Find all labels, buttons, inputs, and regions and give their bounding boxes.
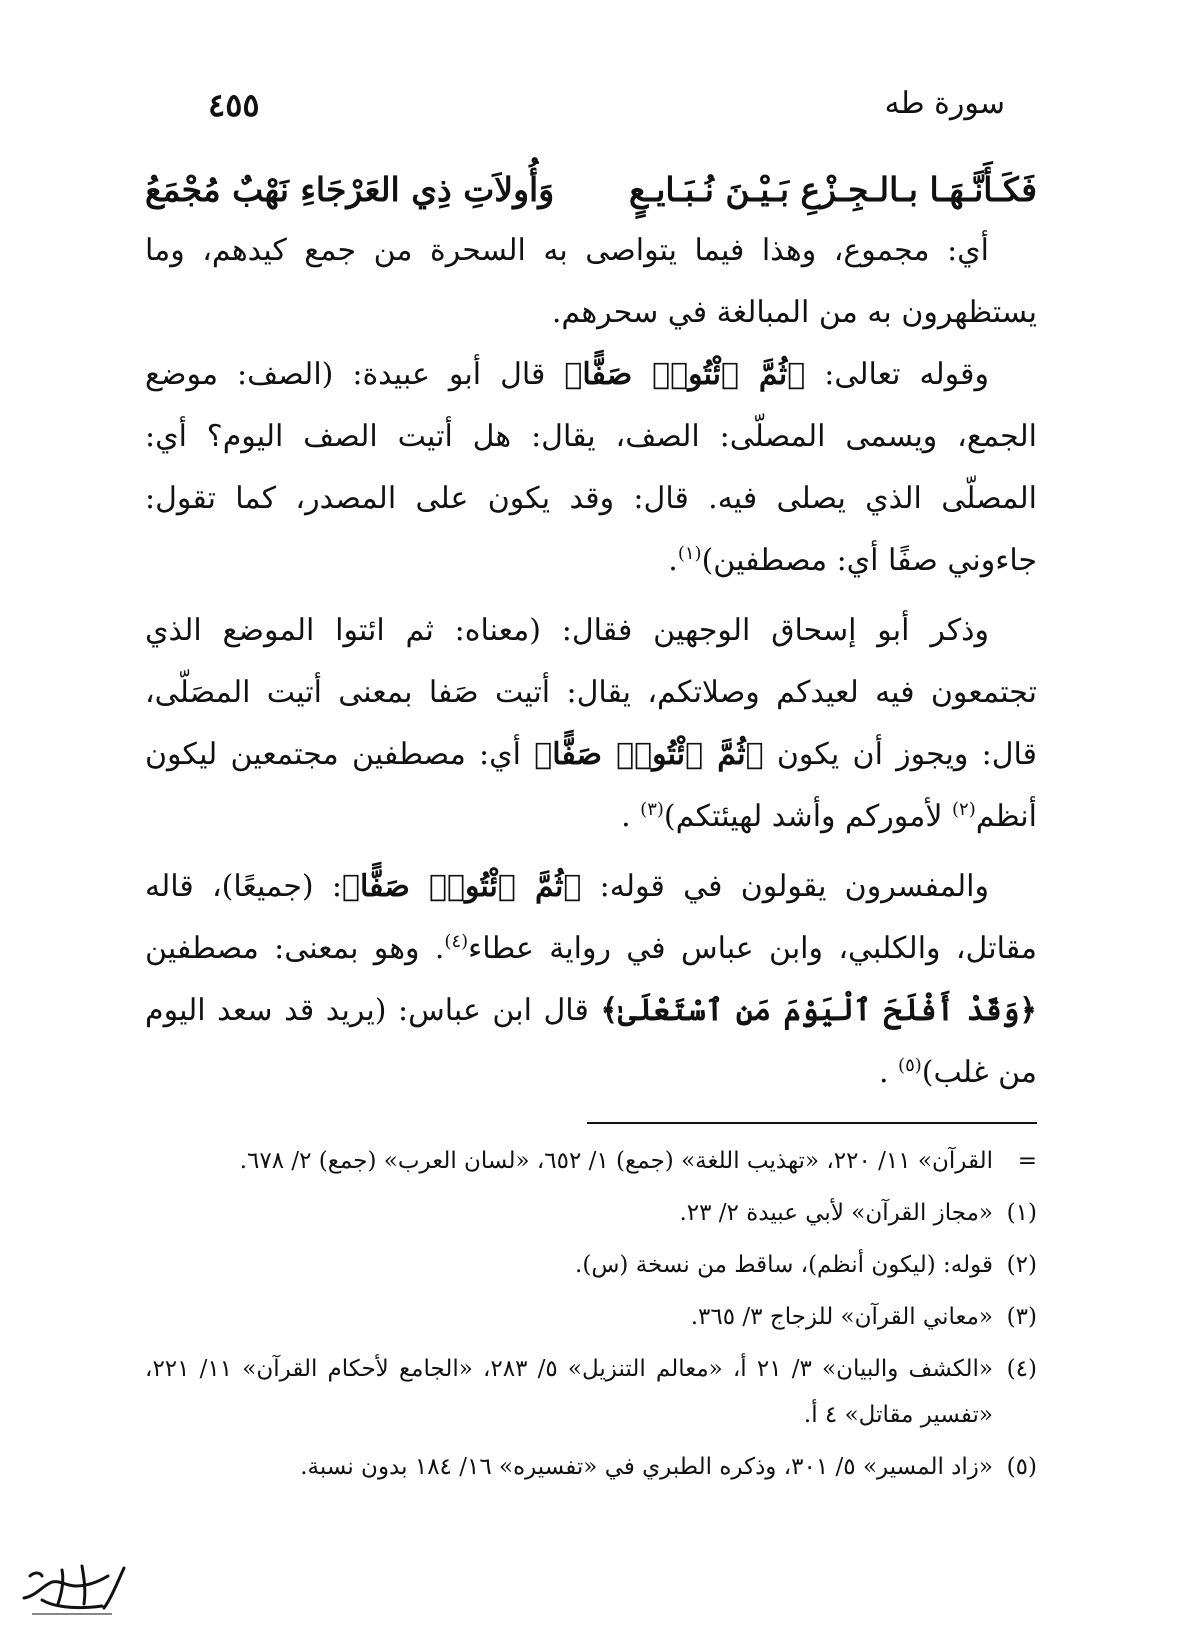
footnote-item <box>145 1138 1037 1184</box>
paragraph-1: أي: مجموع، وهذا فيما يتواصى به السحرة من جمع كيدهم، وما يستظهرون به من المبالغة في سحرهم. <box>145 233 1037 330</box>
footnote-marker: (٤) <box>1006 1356 1037 1382</box>
paragraph-2-text-c: . <box>668 543 678 578</box>
quran-quote: ﴿وَقَدْ أَفْلَحَ ٱلْيَوْمَ مَنِ ٱسْتَعْلَىٰ﴾ <box>600 993 1038 1028</box>
footnote-marker: (١) <box>1006 1200 1037 1226</box>
paragraph-4-text-d: قال ابن عباس: (يريد قد سعد اليوم من غلب) <box>145 993 1037 1090</box>
paragraph-3-text-d: . <box>621 799 641 834</box>
paragraph-4-text-a: والمفسرون يقولون في قوله: <box>581 869 989 904</box>
footnote-marker: (٣) <box>1006 1304 1037 1330</box>
quran-quote: ﴿ثُمَّ ٱئْتُوا۟ صَفًّا﴾ <box>564 357 806 392</box>
footnote-text: «مجاز القرآن» لأبي عبيدة ٢/ ٢٣. <box>679 1200 993 1226</box>
paragraph-4-text-b: : (جميعًا)، قاله مقاتل، والكلبي، وابن عباس في رواية عطاء <box>145 869 1037 966</box>
footnote-text: «زاد المسير» ٥/ ٣٠١، وذكره الطبري في «تفسيره» ١٦/ ١٨٤ بدون نسبة. <box>300 1454 993 1480</box>
footnote-ref-3: (٣) <box>640 799 664 820</box>
quran-quote: ﴿ثُمَّ ٱئْتُوا۟ صَفًّا﴾ <box>534 737 764 772</box>
verse-right-hemistich: فَكَـأَنَّـهَـا بـالـجِـزْعِ بَـيْـنَ نُـبَـايـعٍ <box>628 170 1037 209</box>
footnote-text: «معاني القرآن» للزجاج ٣/ ٣٦٥. <box>690 1304 993 1330</box>
footnote-marker: (٥) <box>1006 1454 1037 1480</box>
calligraphy-logo-icon <box>12 1556 132 1622</box>
footnote-text: القرآن» ١١/ ٢٢٠، «تهذيب اللغة» (جمع) ١/ ٦٥٢، «لسان العرب» (جمع) ٢/ ٦٧٨. <box>239 1148 993 1174</box>
running-header-sura: سورة طه <box>884 86 1005 121</box>
verse-left-hemistich: وَأُولاَتِ ذِي العَرْجَاءِ نَهْبٌ مُجْمَعُ <box>145 170 555 209</box>
footnote-item <box>145 1444 1037 1490</box>
paragraph-3-text-c: لأموركم وأشد لهيئتكم) <box>663 799 952 834</box>
paragraph-3 <box>145 600 1037 848</box>
paragraph-2 <box>145 344 1037 592</box>
footnote-ref-1: (١) <box>677 543 702 564</box>
footnote-item <box>145 1242 1037 1288</box>
poetry-verse <box>145 160 1037 220</box>
footnote-ref-2: (٢) <box>952 799 976 820</box>
footnote-ref-4: (٤) <box>444 931 469 952</box>
paragraph-4-text-e: . <box>878 1055 899 1090</box>
footnote-marker: = <box>1017 1148 1037 1174</box>
footnote-item <box>145 1190 1037 1236</box>
quran-quote: ﴿ثُمَّ ٱئْتُوا۟ صَفًّا﴾ <box>342 869 582 904</box>
paragraph-2-text-b: قال أبو عبيدة: (الصف: موضع الجمع، ويسمى المصلّى: الصف، يقال: هل أتيت الصف اليوم؟ أي: المصلّى الذي يصلى فيه. قال: وقد يكون على المصدر، كما تقول: جاءوني صفًا أي: مصطفين) <box>145 357 1037 578</box>
paragraph-4-text-c: . وهو بمعنى: مصطفين <box>145 931 445 966</box>
footnote-marker: (٢) <box>1006 1252 1037 1278</box>
footnote-item <box>145 1346 1037 1438</box>
main-text <box>145 160 1037 1104</box>
footnotes <box>145 1138 1037 1496</box>
paragraph-4 <box>145 856 1037 1104</box>
footnote-text: قوله: (ليكون أنظم)، ساقط من نسخة (س). <box>575 1252 993 1278</box>
footnote-ref-5: (٥) <box>898 1055 922 1076</box>
footnote-item <box>145 1294 1037 1340</box>
footnote-text: «الكشف والبيان» ٣/ ٢١ أ، «معالم التنزيل» ٥/ ٢٨٣، «الجامع لأحكام القرآن» ١١/ ٢٢١، «تفسير مقاتل» ٤ أ. <box>145 1356 994 1428</box>
footnote-divider <box>587 1122 1037 1124</box>
page-number: ٤٥٥ <box>208 86 260 124</box>
paragraph-3-text-b: أي: مصطفين مجتمعين ليكون أنظم <box>145 737 1037 834</box>
paragraph-2-text-a: وقوله تعالى: <box>805 357 989 392</box>
paragraph-3-text-a: وذكر أبو إسحاق الوجهين فقال: (معناه: ثم ائتوا الموضع الذي تجتمعون فيه لعيدكم وصلاتكم، يقال: أتيت صَفا بمعنى أتيت المصَلّى، قال: ويجوز أن يكون <box>145 613 1038 772</box>
